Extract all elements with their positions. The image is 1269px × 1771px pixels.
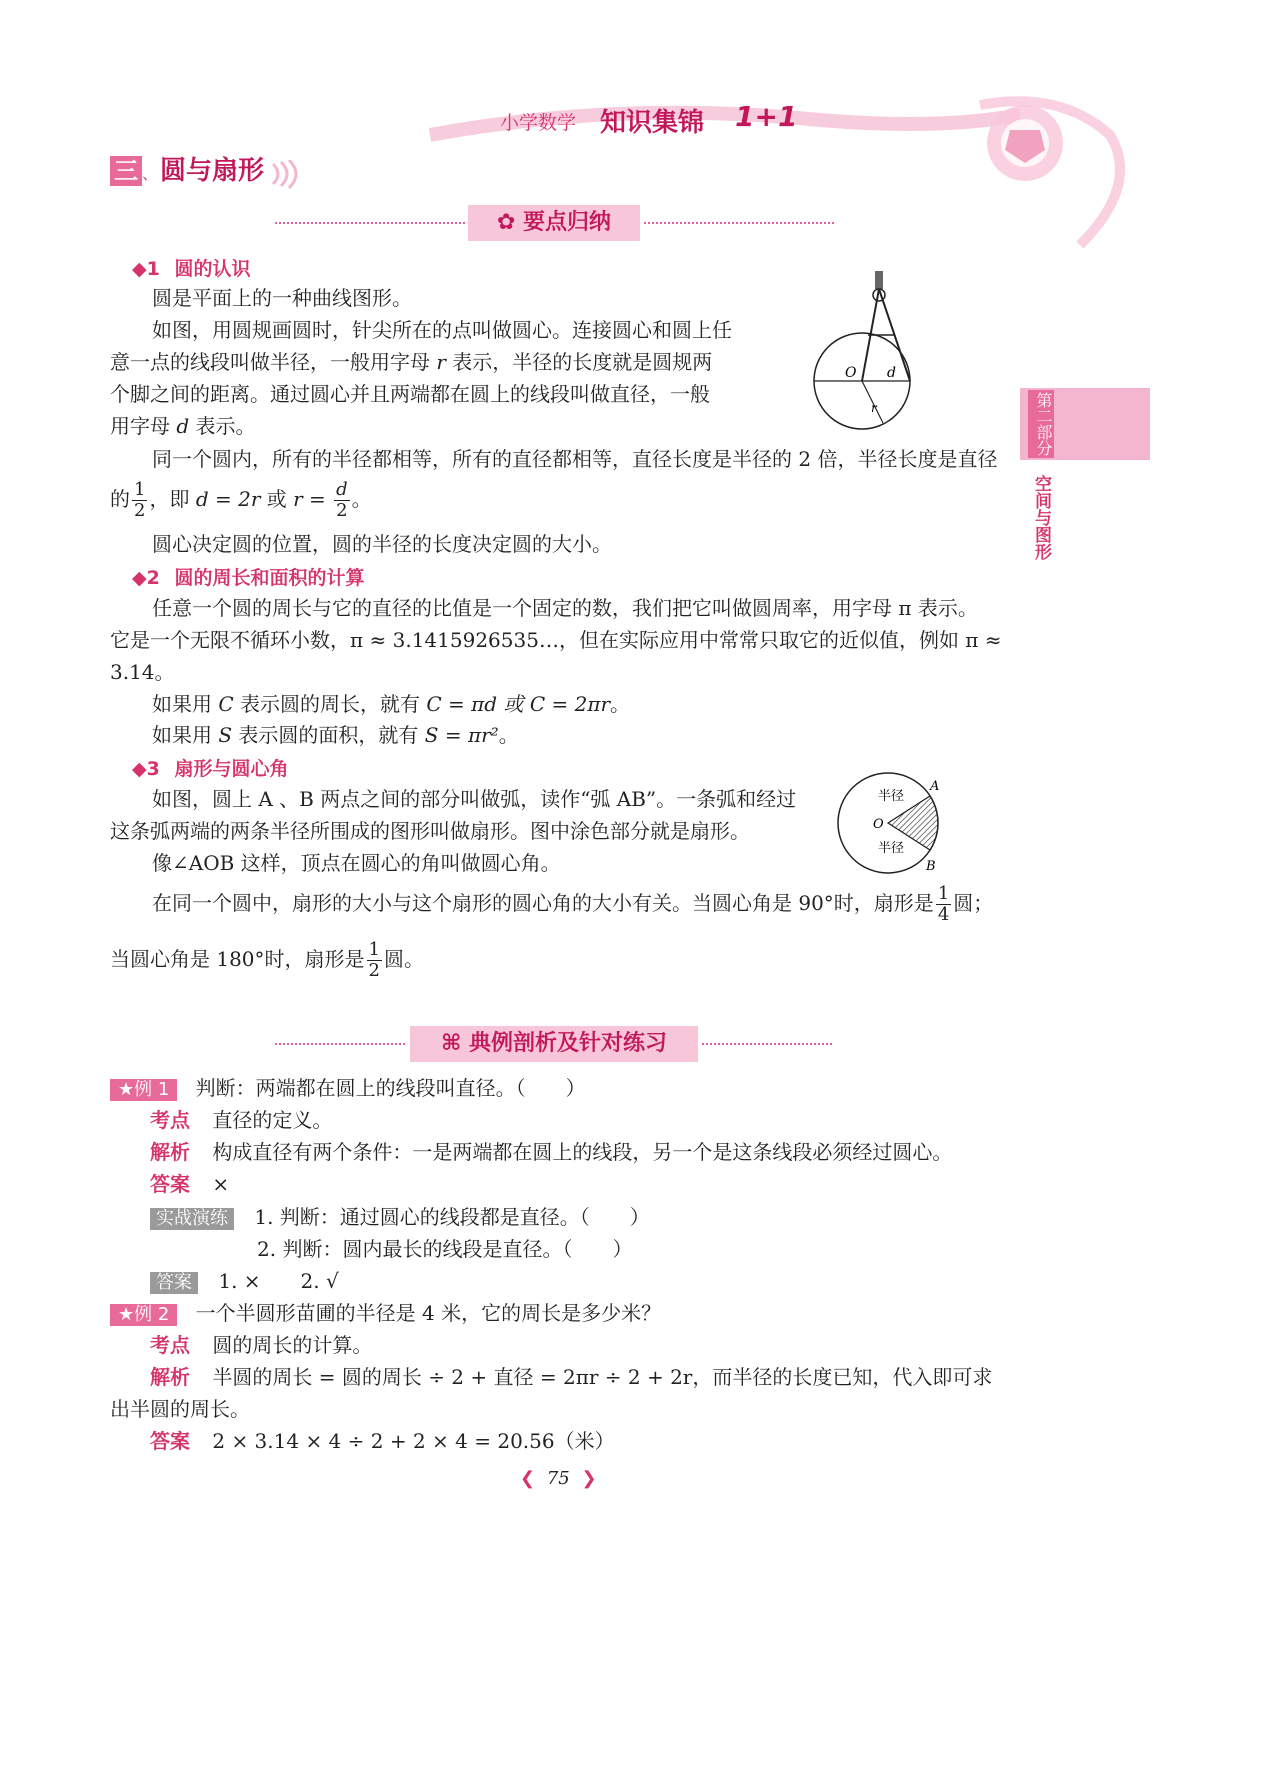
fraction xyxy=(334,480,350,521)
command-icon: ⌘ xyxy=(440,1031,462,1056)
chapter-separator: 、 xyxy=(142,164,159,183)
s1-para2-line2 xyxy=(110,348,712,376)
fig-label-radius-bottom: 半径 xyxy=(878,841,905,856)
s1-para2-line4 xyxy=(110,412,256,440)
s1-para3: 同一个圆内，所有的半径都相等，所有的直径都相等，直径长度是半径的 2 倍，半径长度是直径 xyxy=(152,447,998,471)
chevron-left-icon: ❮ xyxy=(520,1468,536,1489)
example1-tag: ★例 1 xyxy=(110,1079,177,1101)
fraction-numerator: d xyxy=(336,479,348,500)
example1-kaodian-row xyxy=(150,1106,332,1134)
practice-item1: 1. 判断：通过圆心的线段都是直径。（ ） xyxy=(254,1205,650,1229)
chapter-number: 三 xyxy=(110,156,142,186)
answer-label: 答案 xyxy=(150,1429,190,1453)
section1-title: 圆的认识 xyxy=(174,258,251,280)
header-badge: 1+1 xyxy=(735,100,798,133)
s1-para5: 圆心决定圆的位置，圆的半径的长度决定圆的大小。 xyxy=(152,532,612,556)
fraction-numerator: 1 xyxy=(134,479,146,500)
jiexi-label: 解析 xyxy=(150,1140,190,1164)
equation: d = 2r xyxy=(195,487,261,511)
fraction-numerator: 1 xyxy=(368,939,380,960)
section1-mark: ◆1 xyxy=(132,258,160,280)
text-run: 表示。 xyxy=(189,414,256,438)
s3-para3 xyxy=(152,884,993,925)
banner2-dots-left xyxy=(275,1043,405,1045)
text-run: 。 xyxy=(351,487,372,511)
answer-label: 答案 xyxy=(150,1172,190,1196)
kaodian-label: 考点 xyxy=(150,1333,190,1357)
s3-para2: 像∠AOB 这样，顶点在圆心的角叫做圆心角。 xyxy=(152,851,561,875)
fig-label-radius-top: 半径 xyxy=(878,789,905,804)
sector-circle-figure xyxy=(830,768,950,878)
fig-label-b: B xyxy=(926,859,936,874)
text-run: 圆。 xyxy=(383,947,424,971)
text-run: 表示，半径的长度就是圆规两 xyxy=(445,350,713,374)
side-tab-topic-label: 空间与图形 xyxy=(1031,475,1051,560)
example2-jiexi-row xyxy=(150,1363,992,1391)
jiexi-text: 半圆的周长 = 圆的周长 ÷ 2 + 直径 = 2πr ÷ 2 + 2r，而半径的长度已知，代入即可求 xyxy=(212,1365,993,1389)
fraction-numerator: 1 xyxy=(937,883,950,904)
practice-answer-label: 答案 xyxy=(150,1272,198,1294)
fraction xyxy=(936,884,951,925)
banner-key-points-label: 要点归纳 xyxy=(523,210,612,235)
fig-label-o: O xyxy=(873,817,884,832)
var-s: S xyxy=(218,723,233,747)
text-run: 意一点的线段叫做半径，一般用字母 xyxy=(110,350,437,374)
text-run: 的 xyxy=(110,487,130,511)
s2-para1-line3: 3.14。 xyxy=(110,660,175,684)
jiexi-text: 构成直径有两个条件：一是两端都在圆上的线段，另一个是这条线段必须经过圆心。 xyxy=(212,1140,953,1164)
section2-heading xyxy=(132,563,364,590)
example1-question: 判断：两端都在圆上的线段叫直径。（ ） xyxy=(195,1076,586,1100)
example2-question: 一个半圆形苗圃的半径是 4 米，它的周长是多少米？ xyxy=(195,1301,662,1325)
equation: C = πd 或 C = 2πr xyxy=(426,692,611,716)
fraction-denominator: 2 xyxy=(368,960,380,981)
s3-para4 xyxy=(110,940,424,981)
equation: S = πr² xyxy=(424,723,499,747)
chapter-heading xyxy=(110,150,299,190)
banner1-dots-right xyxy=(644,222,834,224)
practice-row1 xyxy=(150,1203,650,1231)
text-run: 当圆心角是 180°时，扇形是 xyxy=(110,947,365,971)
header-title: 知识集锦 xyxy=(600,108,705,138)
fraction xyxy=(367,940,382,981)
fraction xyxy=(132,480,147,521)
compass-circle-figure xyxy=(805,265,930,430)
s2-para3 xyxy=(152,721,519,749)
practice-item2: 2. 判断：圆内最长的线段是直径。（ ） xyxy=(257,1237,633,1261)
example2-answer-row xyxy=(150,1427,615,1455)
section3-mark: ◆3 xyxy=(132,758,160,780)
var-r: r xyxy=(436,350,446,374)
answer-text: 2 × 3.14 × 4 ÷ 2 + 2 × 4 = 20.56（米） xyxy=(212,1429,615,1453)
s1-para1: 圆是平面上的一种曲线图形。 xyxy=(152,286,412,310)
jiexi-label: 解析 xyxy=(150,1365,190,1389)
side-tab-part-label: 第二部分 xyxy=(1028,390,1054,458)
section2-title: 圆的周长和面积的计算 xyxy=(174,567,365,589)
var-c: C xyxy=(218,692,234,716)
fraction-denominator: 2 xyxy=(336,500,348,521)
example1-jiexi-row xyxy=(150,1138,952,1166)
example2-tag: ★例 2 xyxy=(110,1304,177,1326)
section2-mark: ◆2 xyxy=(132,567,160,589)
kaodian-label: 考点 xyxy=(150,1108,190,1132)
answer-text: × xyxy=(212,1172,230,1196)
text-run: 表示圆的面积，就有 xyxy=(232,723,425,747)
banner1-dots-left xyxy=(275,222,465,224)
banner-key-points xyxy=(468,205,640,241)
kaodian-text: 圆的周长的计算。 xyxy=(212,1333,373,1357)
banner-examples xyxy=(410,1026,698,1062)
section3-title: 扇形与圆心角 xyxy=(174,758,289,780)
chevron-right-icon: ❯ xyxy=(581,1468,597,1489)
chapter-title: 圆与扇形 xyxy=(160,156,265,186)
text-run: ，即 xyxy=(149,487,196,511)
s1-para2-line1: 如图，用圆规画圆时，针尖所在的点叫做圆心。连接圆心和圆上任 xyxy=(152,318,732,342)
example2-jiexi-line2: 出半圆的周长。 xyxy=(110,1397,250,1421)
header-subtitle: 小学数学 xyxy=(500,112,577,134)
page-number-row xyxy=(520,1468,597,1489)
section3-heading xyxy=(132,754,288,781)
s2-para2 xyxy=(152,690,630,718)
flower-icon: ✿ xyxy=(496,210,516,235)
example1-question-row xyxy=(110,1074,586,1102)
signal-waves-icon xyxy=(269,160,299,190)
text-run: 如果用 xyxy=(152,692,219,716)
text-run: 在同一个圆中，扇形的大小与这个扇形的圆心角的大小有关。当圆心角是 90°时，扇形是 xyxy=(152,891,934,915)
fig-label-a: A xyxy=(930,779,940,794)
text-run: 。 xyxy=(610,692,631,716)
practice-label: 实战演练 xyxy=(150,1208,234,1230)
text-run: 用字母 xyxy=(110,414,177,438)
fig-label-r: r xyxy=(871,401,877,415)
s3-para1-line1: 如图，圆上 A 、B 两点之间的部分叫做弧，读作“弧 AB”。一条弧和经过 xyxy=(152,787,797,811)
s3-para1-line2: 这条弧两端的两条半径所围成的图形叫做扇形。图中涂色部分就是扇形。 xyxy=(110,819,750,843)
example2-question-row xyxy=(110,1299,661,1327)
s1-para2-line3: 个脚之间的距离。通过圆心并且两端都在圆上的线段叫做直径，一般 xyxy=(110,382,710,406)
fraction-denominator: 4 xyxy=(937,904,950,925)
example2-kaodian-row xyxy=(150,1331,372,1359)
practice-answer-row xyxy=(150,1267,339,1295)
kaodian-text: 直径的定义。 xyxy=(212,1108,333,1132)
section1-heading xyxy=(132,254,250,281)
fig-label-o: O xyxy=(845,365,857,381)
banner-examples-label: 典例剖析及针对练习 xyxy=(469,1031,668,1056)
text-run: 圆； xyxy=(953,891,994,915)
var-d: d xyxy=(176,414,190,438)
s2-para1-line1: 任意一个圆的周长与它的直径的比值是一个固定的数，我们把它叫做圆周率，用字母 π 表示。 xyxy=(152,596,978,620)
banner2-dots-right xyxy=(702,1043,832,1045)
fraction-denominator: 2 xyxy=(134,500,146,521)
fig-label-d: d xyxy=(887,365,896,381)
example1-answer-row xyxy=(150,1170,229,1198)
page-number: 75 xyxy=(546,1468,570,1489)
text-run: 表示圆的周长，就有 xyxy=(233,692,427,716)
text-run: 如果用 xyxy=(152,723,219,747)
text-run: 。 xyxy=(498,723,519,747)
practice-answer-text: 1. × 2. √ xyxy=(218,1269,339,1293)
s1-para4 xyxy=(110,480,372,521)
equation: r = xyxy=(293,487,333,511)
s2-para1-line2: 它是一个无限不循环小数，π ≈ 3.1415926535…，但在实际应用中常常只取它的近似值，例如 π ≈ xyxy=(110,628,1002,652)
text-run: 或 xyxy=(260,487,294,511)
